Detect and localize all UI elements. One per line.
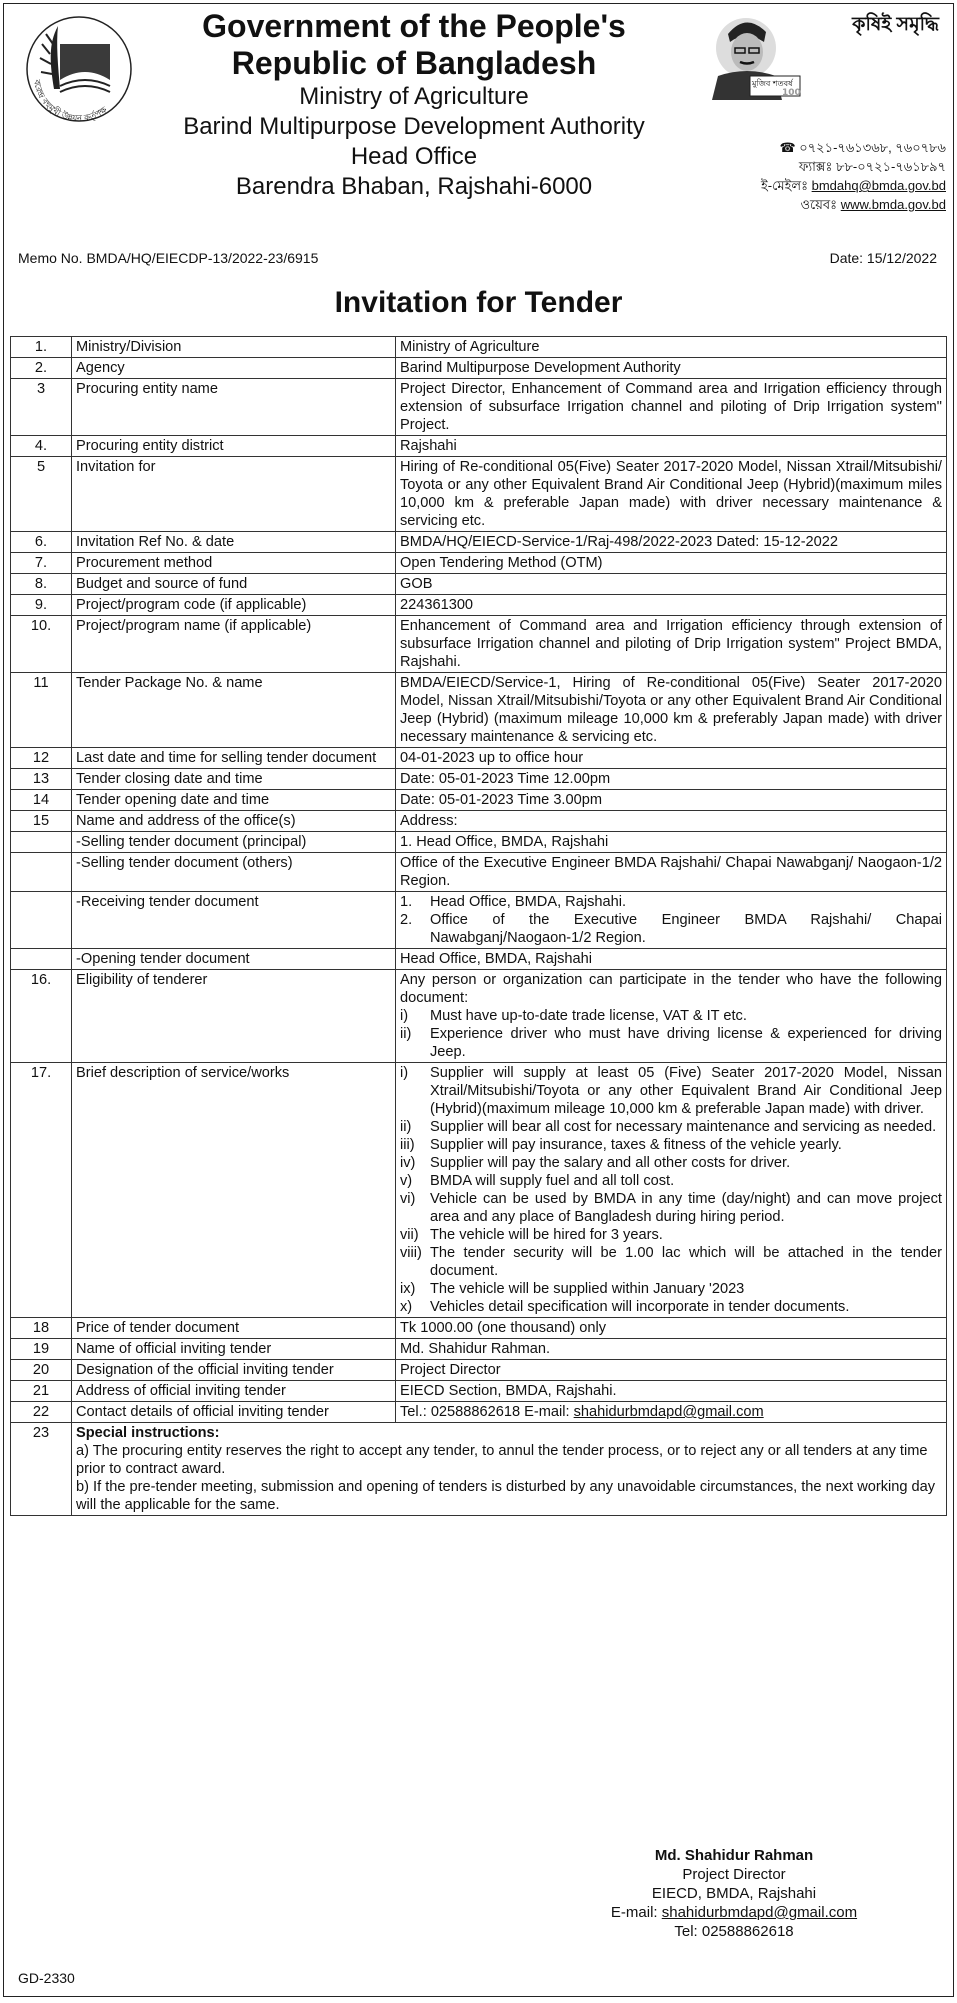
list-text: Supplier will pay the salary and all other costs for driver. [430, 1155, 791, 1171]
table-row [11, 436, 947, 457]
row-number: 18 [11, 1318, 72, 1339]
table-row [11, 1063, 947, 1318]
row-label: Name and address of the office(s) [72, 811, 396, 832]
list-text: The vehicle will be hired for 3 years. [430, 1227, 663, 1243]
row-value: Head Office, BMDA, Rajshahi [396, 949, 947, 970]
table-row [11, 970, 947, 1063]
row-label: Procuring entity name [72, 379, 396, 436]
list-text: Supplier will bear all cost for necessary maintenance and servicing as needed. [430, 1119, 937, 1135]
table-row [11, 337, 947, 358]
row-number [11, 832, 72, 853]
list-marker: iv) [400, 1155, 416, 1171]
list-marker: ix) [400, 1281, 416, 1297]
signatory-title: Project Director [682, 1866, 786, 1883]
contact-block [718, 138, 946, 214]
row-label: -Receiving tender document [72, 892, 396, 949]
row-value: Office of the Executive Engineer BMDA Rajshahi/ Chapai Nawabganj/ Naogaon-1/2 Region. [396, 853, 947, 892]
row-number: 10. [11, 616, 72, 673]
mujib-borsho-portrait-icon [704, 12, 802, 100]
gd-code: GD-2330 [18, 1970, 75, 1986]
authority-line: Barind Multipurpose Development Authority [183, 113, 645, 140]
table-row [11, 358, 947, 379]
table-row [11, 457, 947, 532]
row-value: GOB [396, 574, 947, 595]
row-number: 17. [11, 1063, 72, 1318]
phone-line: ☎ ০৭২১-৭৬১৩৬৮, ৭৬০৭৮৬ [779, 140, 946, 155]
row-number: 5 [11, 457, 72, 532]
list-item [400, 1118, 942, 1136]
row-label: Name of official inviting tender [72, 1339, 396, 1360]
table-row [11, 673, 947, 748]
web-line [718, 195, 946, 214]
row-label: -Opening tender document [72, 949, 396, 970]
row-number: 13 [11, 769, 72, 790]
table-row [11, 595, 947, 616]
table-row [11, 379, 947, 436]
header-email-link[interactable]: bmdahq@bmda.gov.bd [811, 178, 946, 193]
office-line: Head Office [350, 143, 478, 170]
fax-line: ফ্যাক্সঃ ৮৮-০৭২১-৭৬১৮৯৭ [798, 159, 946, 174]
row-label: Agency [72, 358, 396, 379]
logo-arc-text: বরেন্দ্র বহুমুখী উন্নয়ন কর্তৃপক্ষ [31, 78, 110, 125]
tender-notice-page [3, 3, 954, 1997]
badge-text: মুজিব শতবর্ষ [752, 79, 793, 88]
list-marker: viii) [400, 1245, 422, 1261]
row-number: 6. [11, 532, 72, 553]
special-instruction-b: b) If the pre-tender meeting, submission and opening of tenders is disturbed by any unavoidable circumstances, the next working day will the applicable for the same. [76, 1479, 936, 1513]
svg-text:100: 100 [782, 88, 801, 98]
row-label: Tender opening date and time [72, 790, 396, 811]
row-value: Hiring of Re-conditional 05(Five) Seater 2017-2020 Model, Nissan Xtrail/Mitsubishi/ Toyota or any other Equivalent Brand Air Conditional Jeep (Hybrid)(maximum miles 10,000 km & preferable Japan made) with driver necessary maintenance & servicing etc. [396, 457, 947, 532]
list-marker: x) [400, 1299, 413, 1315]
email-line [718, 176, 946, 195]
memo-number: Memo No. BMDA/HQ/EIECDP-13/2022-23/6915 [18, 250, 319, 266]
row-number: 9. [11, 595, 72, 616]
list-item [400, 1064, 942, 1118]
table-row [11, 832, 947, 853]
list-text: BMDA will supply fuel and all toll cost. [430, 1173, 675, 1189]
list-marker: ii) [400, 1026, 412, 1042]
list-item [400, 1025, 942, 1061]
table-row [11, 853, 947, 892]
list-text: Supplier will supply at least 05 (Five) Seater 2017-2020 Model, Nissan Xtrail/Mitsubishi/Toyota or any other Equivalent Brand Air Conditional Jeep (Hybrid)(maximum mileage 10,000 km & preferable Japan made) with driver. [430, 1065, 942, 1117]
row-value: Ministry of Agriculture [396, 337, 947, 358]
table-row [11, 1402, 947, 1423]
row-number: 20 [11, 1360, 72, 1381]
row-value: BMDA/EIECD/Service-1, Hiring of Re-conditional 05(Five) Seater 2017-2020 Model, Nissan Xtrail/Mitsubishi/Toyota or any other Equivalent Brand Air Conditional Jeep (Hybrid) (maximum mileage 10,000 km & preferably Japan made) with driver necessary maintenance & servicing etc. [396, 673, 947, 748]
row-value: Md. Shahidur Rahman. [396, 1339, 947, 1360]
row-label: Brief description of service/works [72, 1063, 396, 1318]
row-label: Invitation Ref No. & date [72, 532, 396, 553]
row-number: 8. [11, 574, 72, 595]
memo-date: Date: 15/12/2022 [829, 250, 937, 266]
row-label: Ministry/Division [72, 337, 396, 358]
header-web-link[interactable]: www.bmda.gov.bd [840, 197, 946, 212]
row-value: Date: 05-01-2023 Time 3.00pm [396, 790, 947, 811]
signatory-office: EIECD, BMDA, Rajshahi [651, 1885, 817, 1902]
special-instructions [72, 1423, 947, 1516]
signatory-email-link[interactable]: shahidurbmdapd@gmail.com [661, 1904, 858, 1921]
row-number: 15 [11, 811, 72, 832]
bmda-logo-icon [20, 14, 138, 132]
list-item [400, 1244, 942, 1280]
row-number: 23 [11, 1423, 72, 1516]
row-value: Project Director, Enhancement of Command area and Irrigation efficiency through extension of subsurface Irrigation channel and piloting of Drip Irrigation system" Project. [396, 379, 947, 436]
row-number: 19 [11, 1339, 72, 1360]
signature-block [564, 1846, 904, 1941]
row-number [11, 892, 72, 949]
row-label: Procurement method [72, 553, 396, 574]
row-value [396, 1063, 947, 1318]
special-instruction-a: a) The procuring entity reserves the right to accept any tender, to annul the tender process, or to reject any or all tenders at any time prior to contract award. [76, 1443, 928, 1477]
list-text: Must have up-to-date trade license, VAT & IT etc. [430, 1008, 747, 1024]
row-label: Project/program code (if applicable) [72, 595, 396, 616]
row-number [11, 853, 72, 892]
table-row [11, 1339, 947, 1360]
ministry-line: Ministry of Agriculture [299, 83, 529, 110]
eligibility-intro: Any person or organization can participate in the tender who have the following document: [400, 972, 942, 1006]
row-number: 3 [11, 379, 72, 436]
title-block [154, 8, 674, 202]
row-label: Contact details of official inviting tender [72, 1402, 396, 1423]
list-marker: vii) [400, 1227, 419, 1243]
gov-title-line-1: Government of the People's [202, 8, 626, 44]
row-label: Eligibility of tenderer [72, 970, 396, 1063]
signatory-email-label: E-mail: [610, 1904, 662, 1921]
row-number: 2. [11, 358, 72, 379]
list-marker: 1. [400, 894, 413, 910]
signatory-name: Md. Shahidur Rahman [654, 1847, 814, 1864]
list-text: Office of the Executive Engineer BMDA Rajshahi/ Chapai Nawabganj/Naogaon-1/2 Region. [430, 912, 942, 946]
list-item [400, 1154, 942, 1172]
letterhead [4, 4, 953, 266]
table-row [11, 811, 947, 832]
list-marker: iii) [400, 1137, 415, 1153]
list-item [400, 1136, 942, 1154]
row-label: Tender closing date and time [72, 769, 396, 790]
row-value: Open Tendering Method (OTM) [396, 553, 947, 574]
list-text: Supplier will pay insurance, taxes & fitness of the vehicle yearly. [430, 1137, 842, 1153]
row-value: Date: 05-01-2023 Time 12.00pm [396, 769, 947, 790]
row-label: Tender Package No. & name [72, 673, 396, 748]
row-value [396, 970, 947, 1063]
list-item [400, 1190, 942, 1226]
table-row [11, 748, 947, 769]
list-marker: v) [400, 1173, 413, 1189]
table-row [11, 1360, 947, 1381]
contact-tel: Tel.: 02588862618 E-mail: [400, 1404, 574, 1420]
row-value: Address: [396, 811, 947, 832]
row-number: 4. [11, 436, 72, 457]
list-text: The tender security will be 1.00 lac which will be attached in the tender document. [430, 1245, 942, 1279]
row-label: Budget and source of fund [72, 574, 396, 595]
list-marker: vi) [400, 1191, 416, 1207]
table-row [11, 574, 947, 595]
table-row [11, 616, 947, 673]
address-line: Barendra Bhaban, Rajshahi-6000 [235, 173, 593, 200]
list-item [400, 1280, 942, 1298]
table-row [11, 949, 947, 970]
table-row [11, 553, 947, 574]
list-marker: i) [400, 1065, 409, 1081]
row-label: Address of official inviting tender [72, 1381, 396, 1402]
row-label: Invitation for [72, 457, 396, 532]
row-label: Project/program name (if applicable) [72, 616, 396, 673]
row-label: Price of tender document [72, 1318, 396, 1339]
row-label: -Selling tender document (others) [72, 853, 396, 892]
gov-title-line-2: Republic of Bangladesh [231, 45, 597, 81]
list-text: Vehicles detail specification will incorporate in tender documents. [430, 1299, 850, 1315]
table-row [11, 532, 947, 553]
slogan: কৃষিই সমৃদ্ধি [852, 14, 939, 35]
signatory-email-line [564, 1903, 904, 1922]
row-value: EIECD Section, BMDA, Rajshahi. [396, 1381, 947, 1402]
main-title: Invitation for Tender [334, 286, 623, 319]
row-number: 11 [11, 673, 72, 748]
row-value: Barind Multipurpose Development Authority [396, 358, 947, 379]
row-value: BMDA/HQ/EIECD-Service-1/Raj-498/2022-2023 Dated: 15-12-2022 [396, 532, 947, 553]
row-number: 14 [11, 790, 72, 811]
table-row [11, 1318, 947, 1339]
row-label: Designation of the official inviting tender [72, 1360, 396, 1381]
row-number: 21 [11, 1381, 72, 1402]
row-value: Enhancement of Command area and Irrigation efficiency through extension of subsurface Irrigation channel and piloting of Drip Irrigation system" Project BMDA, Rajshahi. [396, 616, 947, 673]
row-value: 04-01-2023 up to office hour [396, 748, 947, 769]
row-number: 1. [11, 337, 72, 358]
web-label: ওয়েবঃ [800, 197, 838, 212]
contact-email-link[interactable]: shahidurbmdapd@gmail.com [573, 1404, 764, 1420]
row-value: 1. Head Office, BMDA, Rajshahi [396, 832, 947, 853]
row-value: Project Director [396, 1360, 947, 1381]
list-text: The vehicle will be supplied within January '2023 [430, 1281, 745, 1297]
list-marker: 2. [400, 912, 413, 928]
row-number: 12 [11, 748, 72, 769]
row-number: 7. [11, 553, 72, 574]
list-text: Vehicle can be used by BMDA in any time (day/night) and can move project area and any place of Bangladesh during hiring period. [430, 1191, 942, 1225]
row-label: Last date and time for selling tender document [72, 748, 396, 769]
row-value: Tk 1000.00 (one thousand) only [396, 1318, 947, 1339]
list-item [400, 911, 942, 947]
list-marker: ii) [400, 1119, 412, 1135]
list-item [400, 1298, 942, 1316]
row-label: Procuring entity district [72, 436, 396, 457]
row-number: 22 [11, 1402, 72, 1423]
row-value [396, 1402, 947, 1423]
row-number: 16. [11, 970, 72, 1063]
row-number [11, 949, 72, 970]
row-value [396, 892, 947, 949]
list-text: Head Office, BMDA, Rajshahi. [430, 894, 627, 910]
table-row [11, 892, 947, 949]
table-row [11, 769, 947, 790]
email-label: ই-মেইলঃ [761, 178, 808, 193]
row-label: -Selling tender document (principal) [72, 832, 396, 853]
list-item [400, 1226, 942, 1244]
table-row [11, 1381, 947, 1402]
list-text: Experience driver who must have driving license & experienced for driving Jeep. [430, 1026, 942, 1060]
list-item [400, 893, 942, 911]
signatory-tel: Tel: 02588862618 [674, 1923, 794, 1940]
table-row [11, 790, 947, 811]
list-item [400, 1172, 942, 1190]
list-marker: i) [400, 1008, 409, 1024]
row-value: Rajshahi [396, 436, 947, 457]
table-row [11, 1423, 947, 1516]
svg-text:বরেন্দ্র বহুমুখী উন্নয়ন কর্তৃ [31, 78, 110, 124]
special-instructions-title: Special instructions: [76, 1425, 220, 1441]
list-item [400, 1007, 942, 1025]
tender-table [10, 336, 947, 1516]
row-value: 224361300 [396, 595, 947, 616]
